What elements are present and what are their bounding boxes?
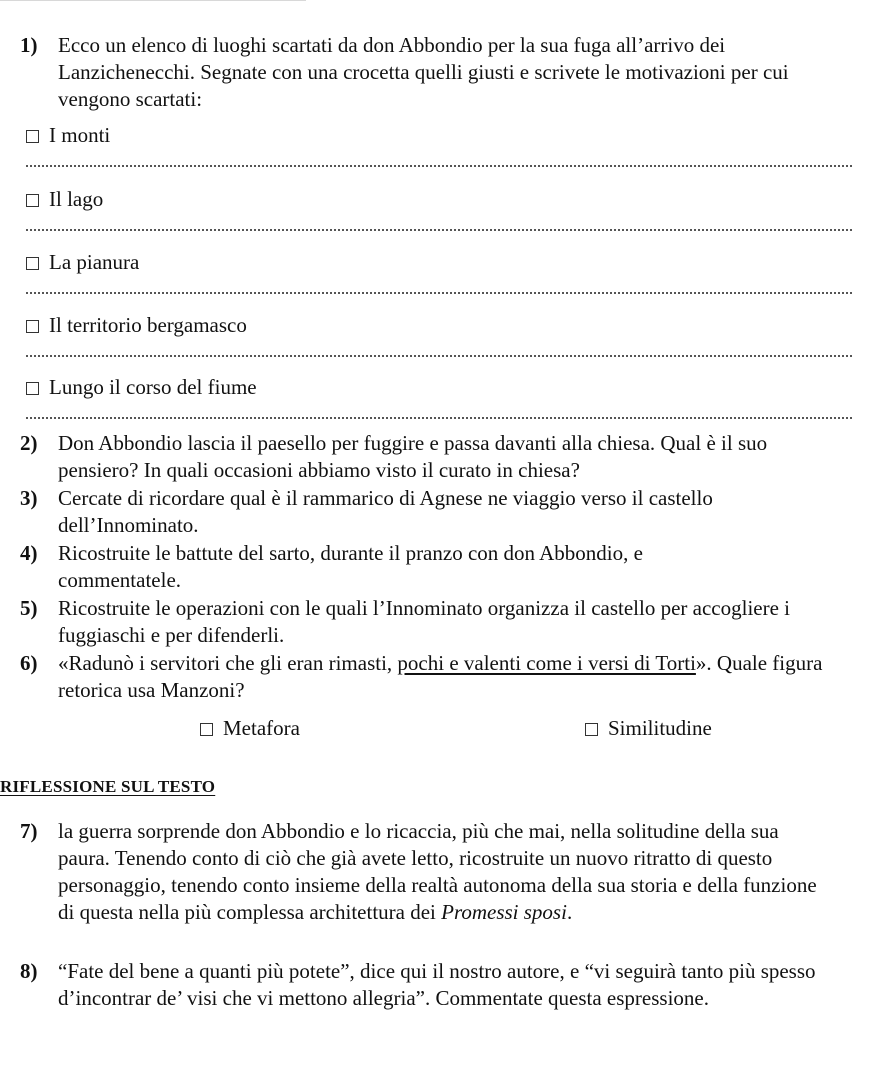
checkbox-icon[interactable] <box>26 382 39 395</box>
quote-end: ». Quale figura retorica usa Manzoni? <box>58 651 823 702</box>
question-8-number: 8) <box>20 959 38 983</box>
checkbox-icon[interactable] <box>26 130 39 143</box>
option-territorio-bergamasco[interactable] <box>26 312 247 339</box>
checkbox-icon[interactable] <box>26 194 39 207</box>
answer-line[interactable] <box>26 417 852 419</box>
option-label: La pianura <box>49 250 140 274</box>
question-1-number: 1) <box>20 33 38 57</box>
question-8-text: “Fate del bene a quanti più potete”, dice qui il nostro autore, e “vi seguirà tanto più spesso d’incontrar de’ visi che vi mettono allegria”. Commentate questa espressione. <box>58 959 816 1010</box>
choice-label: Similitudine <box>608 716 712 740</box>
quote-start: «Radunò i servitori che gli eran rimasti, <box>58 651 398 675</box>
quote-underlined: pochi e valenti come i versi di Torti <box>397 651 696 675</box>
option-label: Il lago <box>49 187 104 211</box>
question-8 <box>20 958 866 1012</box>
question-3-number: 3) <box>20 486 38 510</box>
choice-metafora[interactable] <box>200 715 300 742</box>
question-7-body: la guerra sorprende don Abbondio e lo ricaccia, più che mai, nella solitudine della sua paura. Tenendo conto di ciò che già avete letto, ricostruite un nuovo ritratto di questo personaggio, tenendo conto insieme della realtà autonoma della sua storia e della funzione di questa nella più complessa architettura dei <box>58 819 817 924</box>
question-6-number: 6) <box>20 651 38 675</box>
option-label: I monti <box>49 123 111 147</box>
question-1 <box>20 32 866 113</box>
checkbox-icon[interactable] <box>200 723 213 736</box>
question-4 <box>20 540 866 594</box>
answer-line[interactable] <box>26 355 852 357</box>
checkbox-icon[interactable] <box>585 723 598 736</box>
question-5-text: Ricostruite le operazioni con le quali l’Innominato organizza il castello per accogliere i fuggiaschi e per difenderli. <box>58 596 790 647</box>
top-rule <box>0 0 306 1</box>
option-lago[interactable] <box>26 186 103 213</box>
answer-line[interactable] <box>26 229 852 231</box>
question-1-text: Ecco un elenco di luoghi scartati da don Abbondio per la sua fuga all’arrivo dei Lanzichenecchi. Segnate con una crocetta quelli giusti e scrivete le motivazioni per cui vengono scartati: <box>58 33 789 111</box>
question-2-text: Don Abbondio lascia il paesello per fuggire e passa davanti alla chiesa. Qual è il suo pensiero? In quali occasioni abbiamo visto il curato in chiesa? <box>58 431 768 482</box>
question-6-text <box>58 650 838 704</box>
question-3-text: Cercate di ricordare qual è il rammarico di Agnese ne viaggio verso il castello dell’Innominato. <box>58 486 713 537</box>
option-monti[interactable] <box>26 122 110 149</box>
question-6 <box>20 650 866 704</box>
question-4-number: 4) <box>20 541 38 565</box>
option-corso-fiume[interactable] <box>26 374 257 401</box>
option-label: Lungo il corso del fiume <box>49 375 257 399</box>
option-pianura[interactable] <box>26 249 139 276</box>
section-title: RIFLESSIONE SUL TESTO <box>0 777 216 796</box>
question-2-number: 2) <box>20 431 38 455</box>
option-label: Il territorio bergamasco <box>49 313 247 337</box>
question-7-end: . <box>566 900 573 924</box>
question-5 <box>20 595 866 649</box>
checkbox-icon[interactable] <box>26 257 39 270</box>
book-title: Promessi sposi <box>441 900 567 924</box>
question-7 <box>20 818 866 926</box>
question-5-number: 5) <box>20 596 38 620</box>
question-4-text: Ricostruite le battute del sarto, durante il pranzo con don Abbondio, e commentatele. <box>58 541 643 592</box>
choice-label: Metafora <box>223 716 300 740</box>
choice-similitudine[interactable] <box>585 715 712 742</box>
question-3 <box>20 485 866 539</box>
question-7-text <box>58 818 818 926</box>
checkbox-icon[interactable] <box>26 320 39 333</box>
answer-line[interactable] <box>26 165 852 167</box>
answer-line[interactable] <box>26 292 852 294</box>
question-7-number: 7) <box>20 819 38 843</box>
question-2 <box>20 430 866 484</box>
